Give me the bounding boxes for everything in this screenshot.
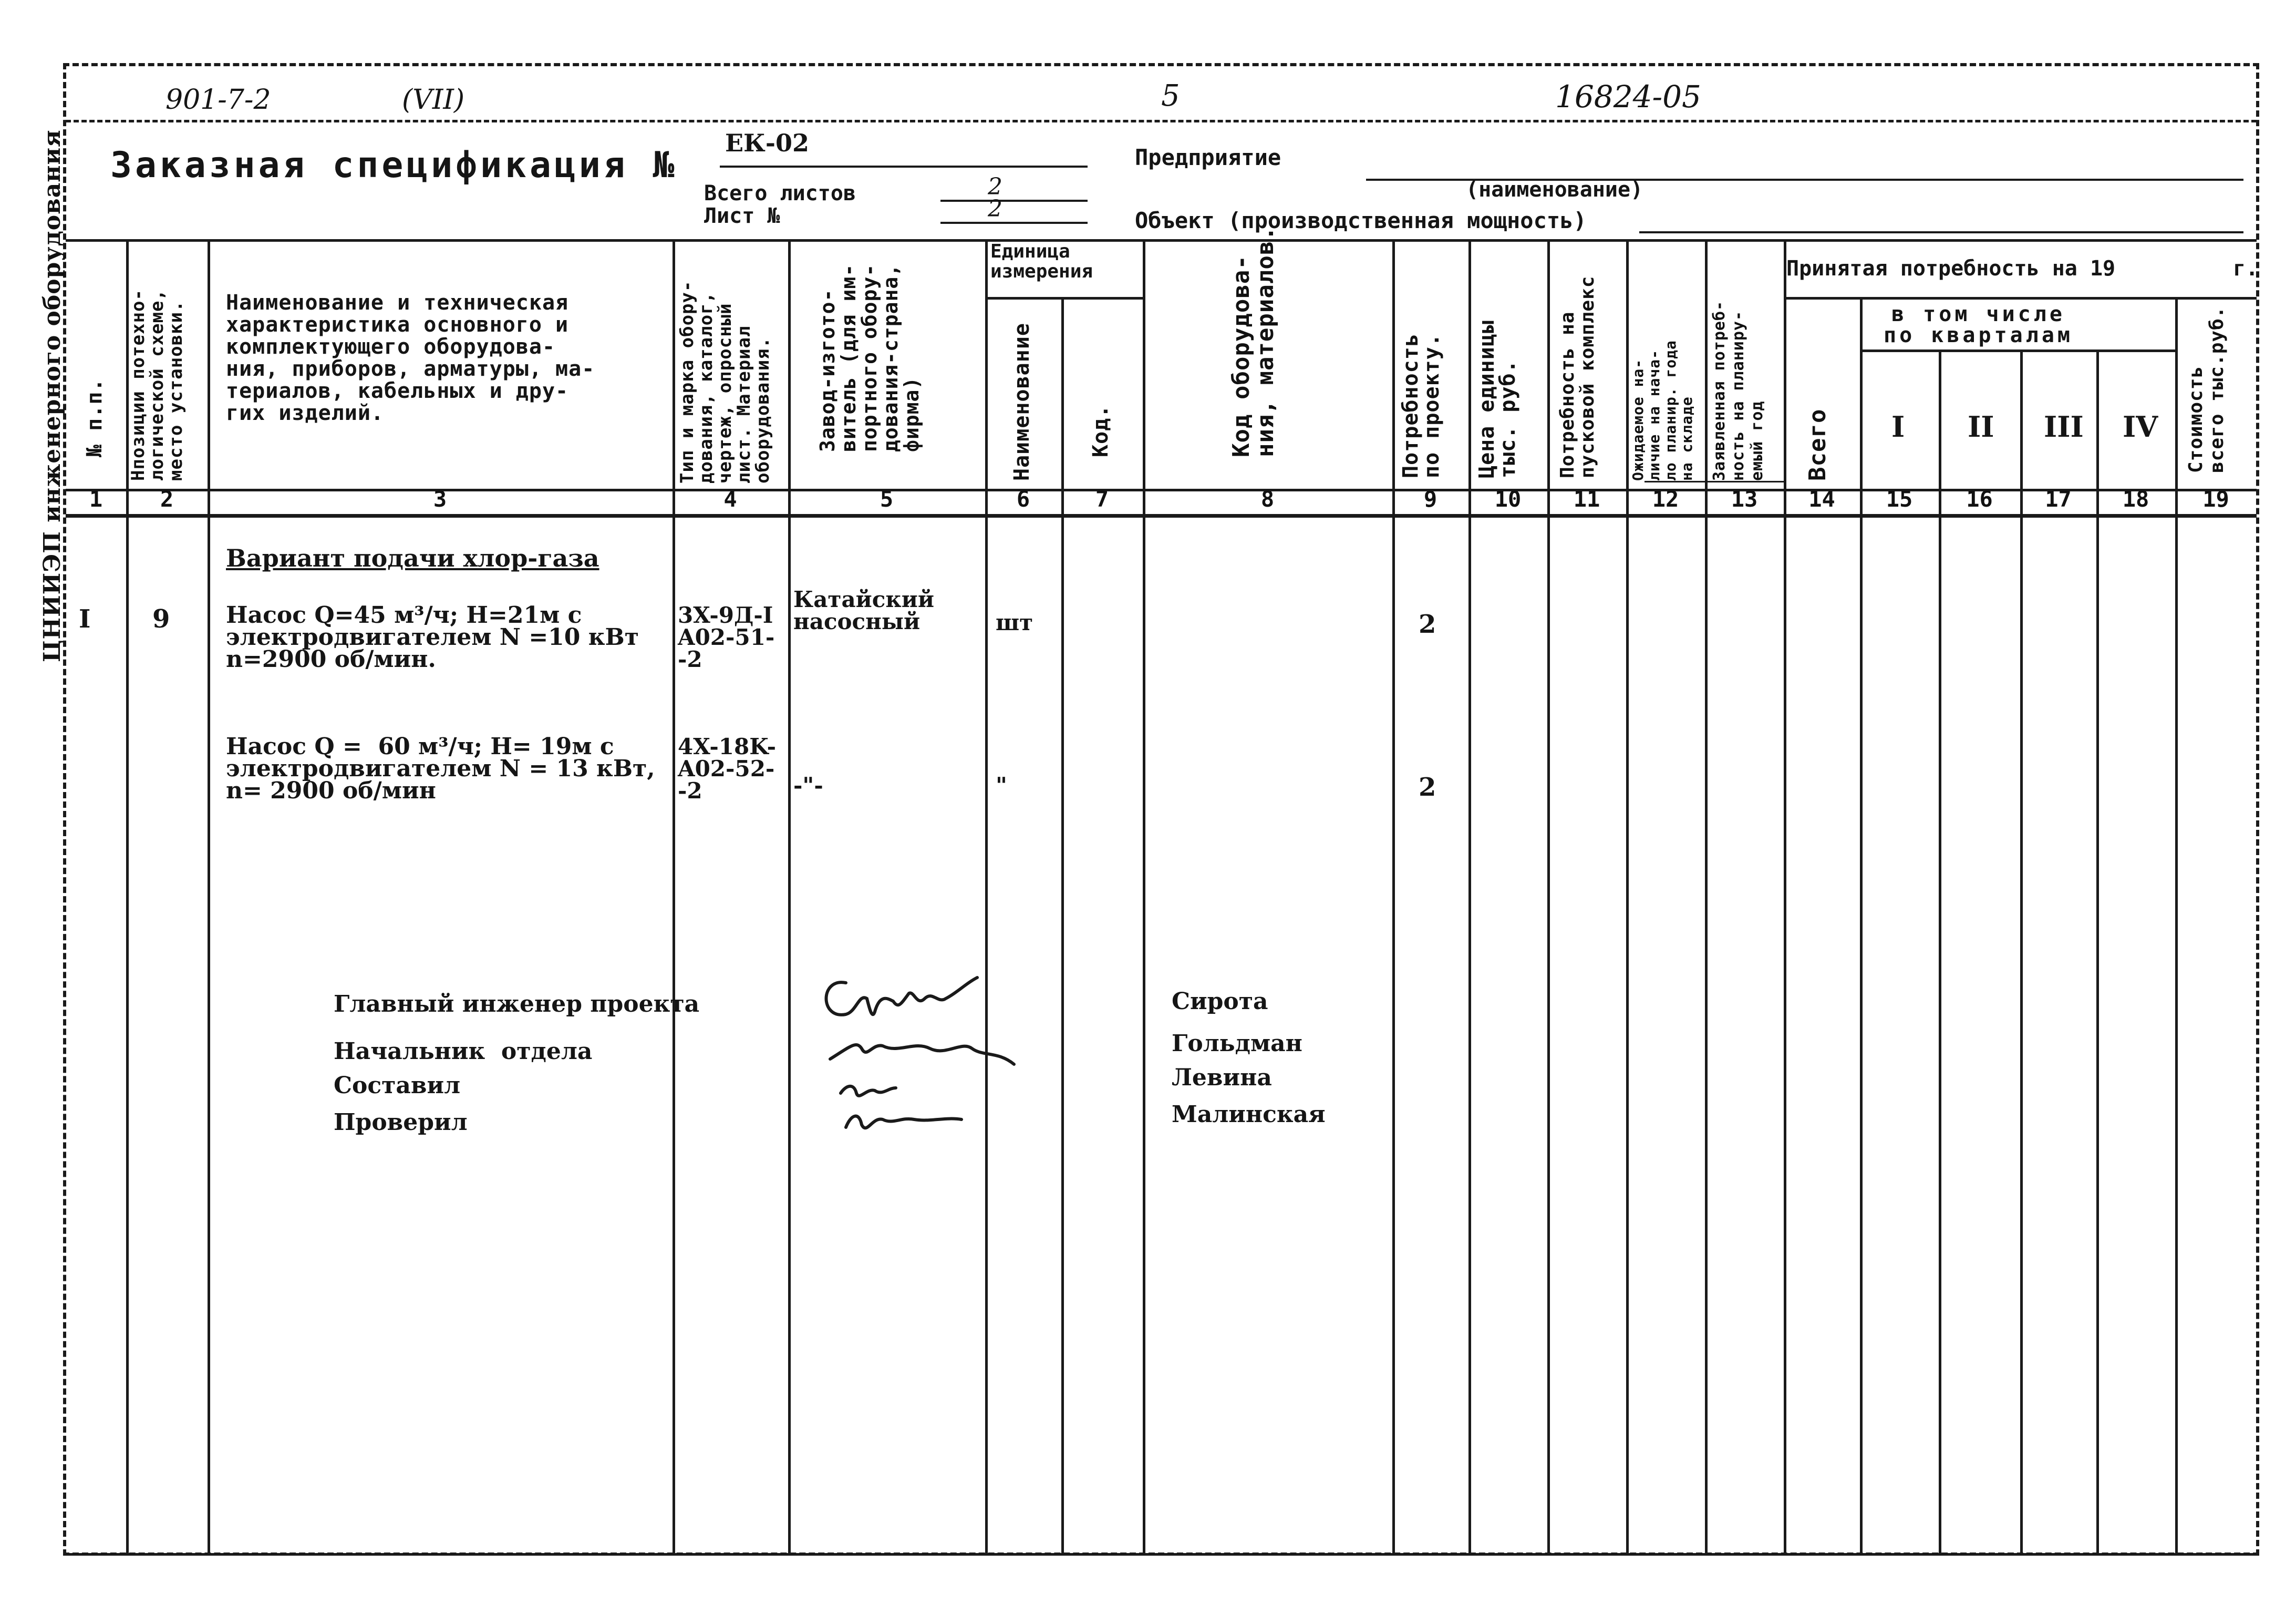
col-number-10: 10: [1494, 486, 1522, 512]
row-1-description: Насос Q=45 м³/ч; H=21м с электродвигателем N =10 кВт n=2900 об/мин.: [226, 602, 639, 673]
role-chief-engineer: Главный инженер проекта: [334, 991, 700, 1017]
col-line-10: [1547, 239, 1550, 1553]
col-header-14: Всего: [1804, 408, 1831, 481]
col-line-14: [1860, 297, 1863, 1553]
col-number-2: 2: [160, 486, 174, 512]
col-header-19: Стоимость всего тыс.руб.: [2185, 306, 2228, 473]
col-line-18: [2175, 297, 2178, 1553]
col-header-9: Потребность по проекту.: [1399, 333, 1444, 478]
col-header-11: Потребность на пусковой комплекс: [1557, 275, 1598, 478]
row-1-quantity: 2: [1419, 610, 1436, 639]
role-department-head: Начальник отдела: [334, 1038, 593, 1065]
col-12-13-divider: [1645, 481, 1784, 482]
col-header-8: Код оборудова- ния, материалов.: [1228, 226, 1279, 457]
name-hint: (наименование): [1466, 178, 1643, 202]
quarter-2: II: [1968, 410, 1994, 444]
row-1-type: 3X-9Д-I A02-51- -2: [678, 602, 775, 672]
object-label: Объект (производственная мощность): [1135, 208, 1587, 233]
col-line-17: [2096, 349, 2099, 1553]
col-line-7: [1143, 239, 1145, 1553]
row-2-quantity: 2: [1419, 773, 1436, 802]
table-top-line: [66, 239, 2257, 242]
role-checked: Проверил: [334, 1109, 468, 1136]
total-sheets-value: 2: [988, 173, 1002, 200]
object-line: [1639, 231, 2243, 233]
column-number-bottom: [66, 514, 2257, 518]
col-line-9: [1468, 239, 1471, 1553]
sheet-value: 2: [988, 196, 1002, 222]
col-line-11: [1626, 239, 1629, 1553]
sheet-label: Лист №: [704, 204, 780, 228]
unit-group-line: [985, 297, 1143, 300]
row-1-position: 9: [152, 604, 170, 634]
col-number-15: 15: [1886, 486, 1913, 512]
document-frame: [63, 63, 2259, 1556]
col-number-14: 14: [1808, 486, 1835, 512]
col-line-13: [1784, 239, 1786, 1553]
col-line-4: [788, 239, 791, 1553]
inventory-number: 16824-05: [1555, 79, 1701, 115]
col-header-13: Заявленная потреб- ность на планиру- емый год: [1710, 300, 1766, 481]
col-number-6: 6: [1016, 486, 1030, 512]
col-header-12: Ожидаемое на- личие на нача- ло планир. года на складе: [1629, 340, 1695, 481]
doc-code: 901-7-2: [166, 84, 271, 116]
col-number-17: 17: [2045, 486, 2072, 512]
col-line-6: [1061, 297, 1064, 1553]
col-line-16: [2020, 349, 2023, 1553]
name-composed: Левина: [1172, 1064, 1272, 1091]
page-number: 5: [1161, 79, 1180, 113]
table-bottom-line: [66, 1553, 2257, 1556]
quarter-header-2: по кварталам: [1884, 323, 2073, 347]
quarter-1: I: [1891, 410, 1905, 444]
col-line-8: [1392, 239, 1395, 1553]
col-number-1: 1: [89, 486, 103, 512]
col-header-1: № п.п.: [82, 378, 107, 457]
col-number-8: 8: [1260, 486, 1275, 512]
col-number-11: 11: [1573, 486, 1600, 512]
album-number: (VII): [402, 84, 465, 116]
quarter-group-line: [1860, 349, 2175, 352]
col-line-15: [1939, 349, 1941, 1553]
sheet-line: [940, 222, 1088, 224]
total-sheets-label: Всего листов: [704, 181, 856, 205]
role-composed: Составил: [334, 1072, 461, 1099]
row-1-maker: Катайский насосный: [793, 587, 935, 634]
row-1-number: I: [79, 604, 91, 634]
accepted-suffix: г.: [2233, 256, 2259, 281]
col-header-2: Нпозиции потехно- логической схеме, место установки.: [128, 289, 187, 481]
side-label: ЦНИИЭП инженерного оборудования: [39, 129, 66, 662]
row-2-maker: -"-: [793, 773, 823, 798]
col-header-4: Тип и марка обору- дования, каталог, чертеж, опросный лист. Материал оборудования.: [677, 280, 773, 484]
row-2-type: 4X-18K- A02-52- -2: [678, 734, 777, 804]
col-number-4: 4: [723, 486, 737, 512]
col-number-7: 7: [1095, 486, 1109, 512]
unit-group-header: Единица измерения: [990, 241, 1093, 282]
row-2-description: Насос Q = 60 м³/ч; H= 19м с электродвигателем N = 13 кВт, n= 2900 об/мин: [226, 733, 655, 804]
col-number-16: 16: [1966, 486, 1993, 512]
col-line-2: [208, 239, 210, 1553]
name-chief-engineer: Сирота: [1172, 988, 1268, 1015]
col-number-13: 13: [1731, 486, 1758, 512]
col-line-3: [673, 239, 675, 1553]
col-number-3: 3: [433, 486, 447, 512]
spec-number-line: [720, 166, 1088, 168]
total-sheets-line: [940, 200, 1088, 202]
col-number-9: 9: [1423, 486, 1437, 512]
row-1-unit: шт: [996, 610, 1033, 635]
col-header-3: Наименование и техническая характеристика основного и комплектующего оборудова- ния, приборов, арматуры, ма- териалов, кабельных и дру- гих изделий.: [226, 291, 595, 425]
name-checked: Малинская: [1172, 1101, 1326, 1128]
quarter-header-1: в том числе: [1891, 302, 2065, 326]
col-number-12: 12: [1652, 486, 1679, 512]
enterprise-label: Предприятие: [1135, 145, 1281, 170]
quarter-4: IV: [2123, 410, 2158, 444]
page-title: Заказная спецификация №: [110, 145, 678, 186]
name-department-head: Гольдман: [1172, 1030, 1302, 1057]
col-header-10: Цена единицы тыс. руб.: [1475, 320, 1520, 478]
handwritten-signatures: [809, 962, 1061, 1151]
quarter-3: III: [2044, 410, 2084, 444]
col-line-5: [985, 239, 988, 1553]
spec-number: ЕК-02: [725, 129, 810, 157]
col-number-18: 18: [2122, 486, 2149, 512]
col-header-7: Код.: [1089, 404, 1113, 457]
accepted-header: Принятая потребность на 19: [1786, 256, 2116, 281]
accepted-group-line: [1784, 297, 2257, 300]
col-header-6: Наименование: [1010, 323, 1034, 481]
section-title: Вариант подачи хлор-газа: [226, 544, 599, 572]
col-line-12: [1705, 239, 1708, 1553]
header-divider: [66, 120, 2257, 122]
col-number-5: 5: [880, 486, 894, 512]
row-2-unit: ": [996, 773, 1007, 798]
col-header-5: Завод-изгото- витель (для им- портного обору- дования-страна, фирма): [816, 263, 923, 452]
col-number-19: 19: [2202, 486, 2229, 512]
